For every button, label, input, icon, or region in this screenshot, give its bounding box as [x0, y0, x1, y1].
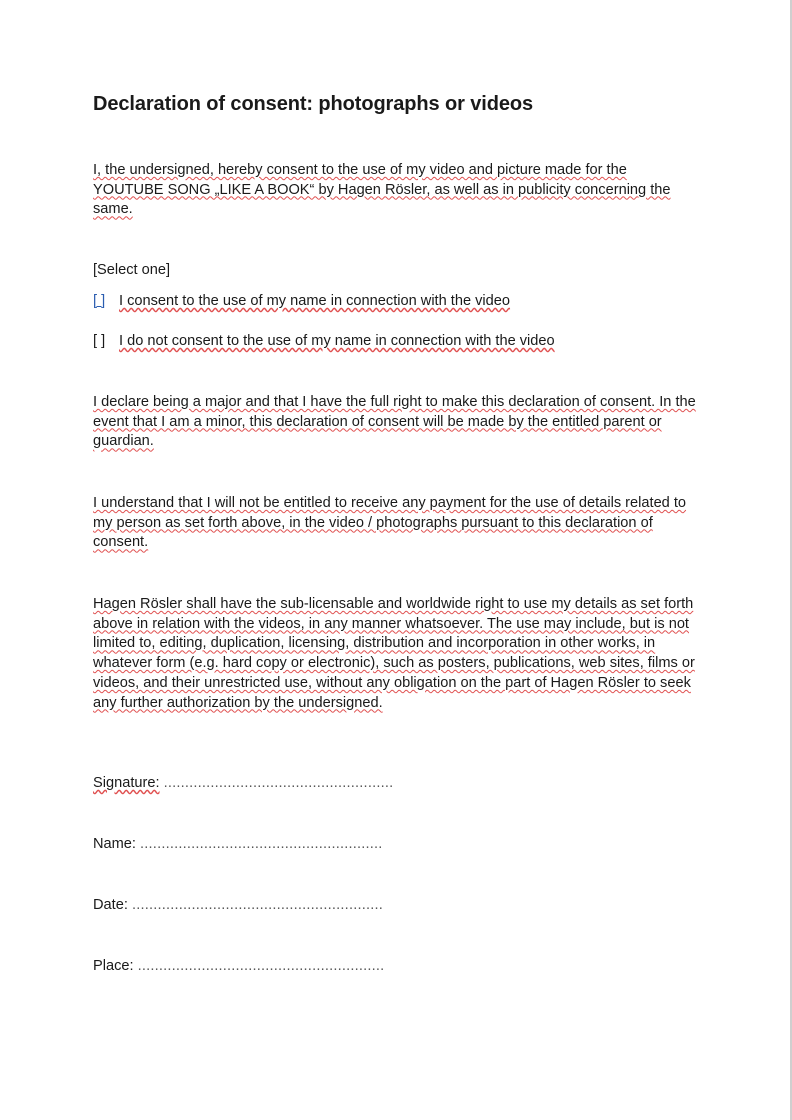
name-line[interactable]: .........................................................	[140, 836, 383, 852]
document-title: Declaration of consent: photographs or videos	[93, 93, 533, 115]
signature-field[interactable]	[93, 774, 393, 793]
payment-paragraph: I understand that I will not be entitled to receive any payment for the use of details related to my person as set forth above, in the video / photographs pursuant to this declaration of consent.	[93, 495, 687, 551]
checkbox-no-consent[interactable]: [ ]	[93, 333, 106, 349]
signature-line[interactable]: ......................................................	[163, 775, 394, 791]
intro-paragraph: I, the undersigned, hereby consent to the use of my video and picture made for the YOUTUBE SONG „LIKE A BOOK“ by Hagen Rösler, as well as in publicity concerning the same.	[93, 162, 671, 218]
place-field[interactable]	[93, 957, 384, 976]
signature-label: Signature:	[93, 775, 160, 791]
checkbox-consent[interactable]: [ ]	[93, 293, 106, 309]
date-field[interactable]	[93, 896, 383, 915]
place-line[interactable]: ..........................................................	[137, 958, 385, 974]
select-one-label: [Select one]	[93, 262, 171, 278]
consent-option-yes[interactable]	[93, 292, 510, 311]
date-line[interactable]: ...........................................................	[131, 897, 383, 913]
name-label: Name:	[93, 836, 136, 852]
rights-paragraph: Hagen Rösler shall have the sub-licensable and worldwide right to use my details as set forth above in relation with the videos, in any manner whatsoever. The use may include, but is not limited to, editing, duplication, licensing, distribution and incorporation in other works, in whatever form (e.g. hard copy or electronic), such as posters, publications, web sites, films or videos, and their unrestricted use, without any obligation on the part of Hagen Rösler to seek any further authorization by the undersigned.	[93, 596, 695, 711]
name-field[interactable]	[93, 835, 383, 854]
consent-option-no[interactable]	[93, 332, 555, 351]
option-label-consent: I consent to the use of my name in connection with the video	[119, 293, 511, 309]
date-label: Date:	[93, 897, 128, 913]
option-label-no-consent: I do not consent to the use of my name in connection with the video	[119, 333, 555, 349]
major-declaration-paragraph: I declare being a major and that I have the full right to make this declaration of consent. In the event that I am a minor, this declaration of consent will be made by the entitled parent or guardian.	[93, 394, 696, 450]
place-label: Place:	[93, 958, 134, 974]
